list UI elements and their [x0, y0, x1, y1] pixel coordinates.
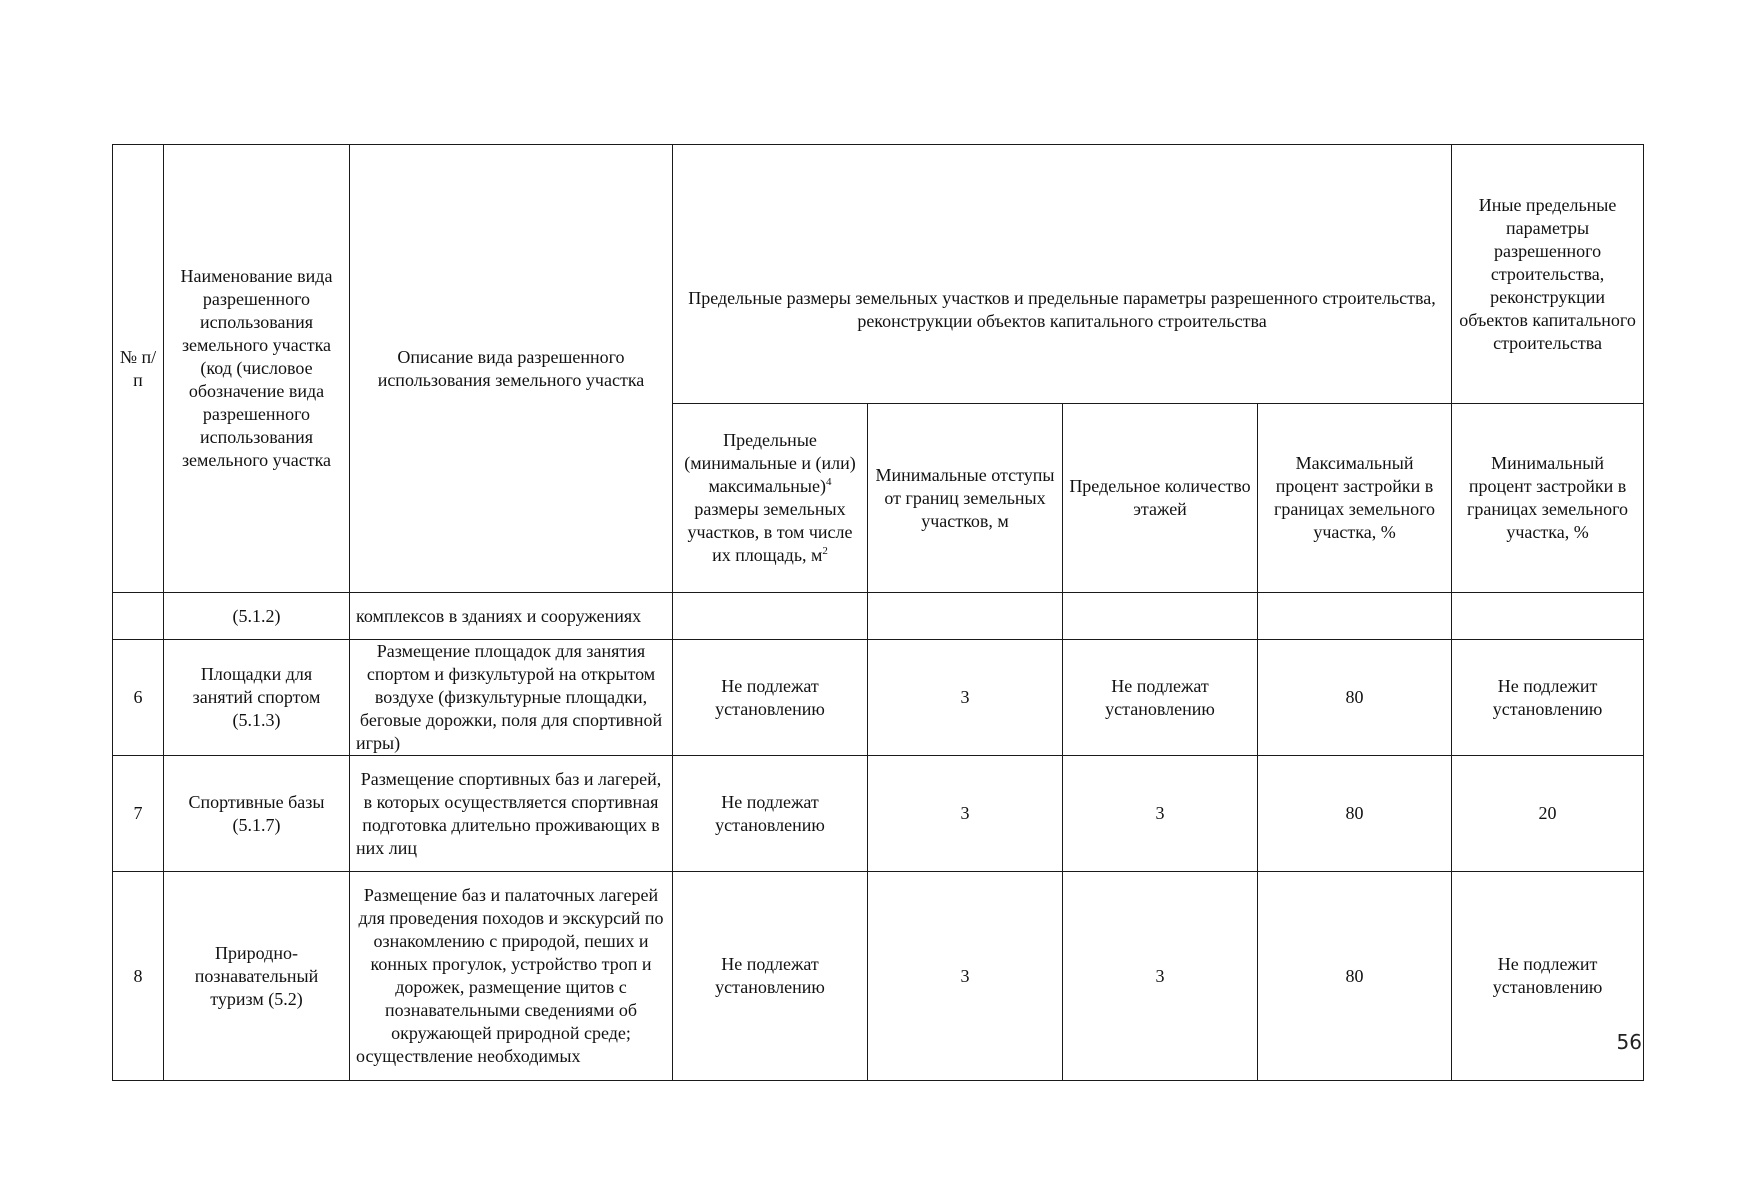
cell-description: Размещение баз и палаточных лагерей для проведения походов и экскурсий по ознакомлению с природой, пеших и конных прогулок, устройство троп и дорожек, размещение щитов с познавательными сведениями об окружающей природной среде; осуществление необходимых [350, 872, 673, 1081]
cell-number: 7 [113, 756, 164, 872]
cell-description: Размещение площадок для занятия спортом и физкультурой на открытом воздухе (физкультурные площадки, беговые дорожки, поля для спортивной игры) [350, 640, 673, 756]
cell-number [113, 593, 164, 640]
cell-number: 8 [113, 872, 164, 1081]
header-number: № п/п [113, 145, 164, 593]
table-header-row [113, 145, 1644, 404]
cell-description: Размещение спортивных баз и лагерей, в которых осуществляется спортивная подготовка длительно проживающих в них лиц [350, 756, 673, 872]
cell-setbacks [868, 593, 1063, 640]
cell-floors: 3 [1063, 872, 1258, 1081]
cell-plot-size: Не подлежат установлению [673, 756, 868, 872]
cell-min-coverage: Не подлежит установлению [1452, 640, 1644, 756]
header-group-limits: Предельные размеры земельных участков и предельные параметры разрешенного строительства, реконструкции объектов капитального строительства [673, 145, 1452, 404]
cell-setbacks: 3 [868, 756, 1063, 872]
cell-floors [1063, 593, 1258, 640]
header-setbacks: Минимальные отступы от границ земельных участков, м [868, 404, 1063, 593]
land-use-regulations-table [112, 144, 1644, 1081]
table-row [113, 593, 1644, 640]
cell-plot-size [673, 593, 868, 640]
table-row [113, 756, 1644, 872]
cell-description: комплексов в зданиях и сооружениях [350, 593, 673, 640]
cell-setbacks: 3 [868, 872, 1063, 1081]
cell-max-coverage: 80 [1258, 640, 1452, 756]
cell-name: Площадки для занятий спортом (5.1.3) [164, 640, 350, 756]
square-superscript: 2 [822, 545, 828, 557]
table-row [113, 872, 1644, 1081]
header-group-other: Иные предельные параметры разрешенного строительства, реконструкции объектов капитального строительства [1452, 145, 1644, 404]
cell-name: Спортивные базы (5.1.7) [164, 756, 350, 872]
header-name: Наименование вида разрешенного использования земельного участка (код (числовое обозначение вида разрешенного использования земельного участка [164, 145, 350, 593]
cell-max-coverage [1258, 593, 1452, 640]
cell-min-coverage [1452, 593, 1644, 640]
cell-number: 6 [113, 640, 164, 756]
header-plot-size-text-2: размеры земельных участков, в том числе их площадь, м [687, 499, 853, 565]
header-floors: Предельное количество этажей [1063, 404, 1258, 593]
cell-max-coverage: 80 [1258, 756, 1452, 872]
header-min-coverage: Минимальный процент застройки в границах земельного участка, % [1452, 404, 1644, 593]
cell-name: (5.1.2) [164, 593, 350, 640]
footnote-marker: 4 [826, 476, 832, 488]
cell-floors: 3 [1063, 756, 1258, 872]
cell-name: Природно-познавательный туризм (5.2) [164, 872, 350, 1081]
table-row [113, 640, 1644, 756]
header-description: Описание вида разрешенного использования земельного участка [350, 145, 673, 593]
cell-plot-size: Не подлежат установлению [673, 640, 868, 756]
cell-min-coverage: 20 [1452, 756, 1644, 872]
header-plot-size [673, 404, 868, 593]
cell-max-coverage: 80 [1258, 872, 1452, 1081]
page-number: 56 [1616, 1030, 1642, 1054]
cell-floors: Не подлежат установлению [1063, 640, 1258, 756]
cell-setbacks: 3 [868, 640, 1063, 756]
header-plot-size-text: Предельные (минимальные и (или) максимальные) [684, 430, 856, 496]
header-max-coverage: Максимальный процент застройки в границах земельного участка, % [1258, 404, 1452, 593]
cell-plot-size: Не подлежат установлению [673, 872, 868, 1081]
cell-min-coverage: Не подлежит установлению [1452, 872, 1644, 1081]
